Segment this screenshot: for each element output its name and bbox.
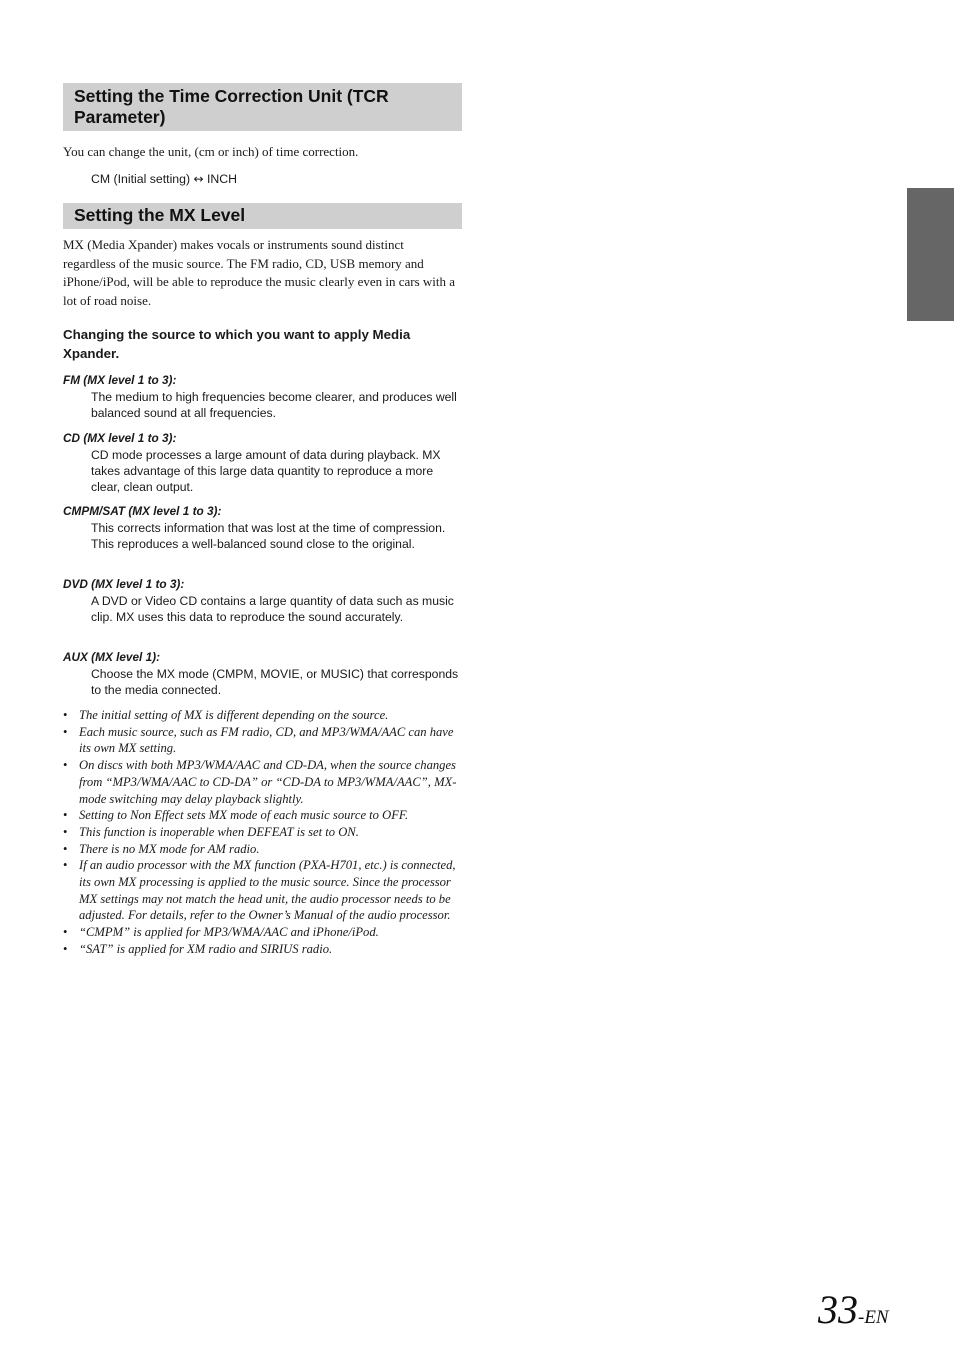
- note-item: [63, 857, 463, 924]
- mx-intro: MX (Media Xpander) makes vocals or instruments sound distinct regardless of the music source. The FM radio, CD, USB memory and iPhone/iPod, will be able to reproduce the music clearly even in cars with a lot of road noise.: [63, 237, 456, 308]
- mx-source-term: CD (MX level 1 to 3):: [63, 431, 177, 445]
- tcr-option-cm: CM (Initial setting): [91, 172, 191, 186]
- mx-source-term: AUX (MX level 1):: [63, 650, 161, 664]
- bullet-icon: •: [63, 724, 68, 739]
- note-item: [63, 841, 463, 858]
- note-item: [63, 724, 463, 757]
- note-text: There is no MX mode for AM radio.: [79, 841, 260, 856]
- section-heading-tcr-text: Setting the Time Correction Unit (TCR Parameter): [74, 86, 389, 127]
- bullet-icon: •: [63, 824, 68, 839]
- note-text: Each music source, such as FM radio, CD, and MP3/WMA/AAC can have its own MX setting.: [79, 724, 454, 756]
- note-item: [63, 924, 463, 941]
- bullet-icon: •: [63, 858, 68, 873]
- tcr-option-line: [91, 171, 461, 187]
- page-number-value: 33: [818, 1287, 858, 1332]
- chapter-side-tab: [907, 188, 954, 321]
- mx-source-desc: CD mode processes a large amount of data during playback. MX takes advantage of this large data quantity to reproduce a more clear, clean output.: [91, 448, 441, 494]
- bullet-icon: •: [63, 708, 68, 722]
- note-text: The initial setting of MX is different depending on the source.: [79, 708, 389, 722]
- note-text: This function is inoperable when DEFEAT is set to ON.: [79, 824, 359, 839]
- note-item: [63, 707, 463, 724]
- mx-source-desc: This corrects information that was lost at the time of compression. This reproduces a well-balanced sound close to the original.: [91, 521, 446, 551]
- bullet-icon: •: [63, 808, 68, 823]
- note-text: “SAT” is applied for XM radio and SIRIUS radio.: [79, 941, 333, 956]
- page-number-suffix: -EN: [858, 1307, 889, 1328]
- mx-source-item-fm: [63, 373, 462, 421]
- mx-source-desc: A DVD or Video CD contains a large quantity of data such as music clip. MX uses this data to reproduce the sound accurately.: [91, 594, 454, 624]
- note-text: If an audio processor with the MX function (PXA-H701, etc.) is connected, its own MX processing is applied to the music source. Since the processor MX settings may not match the head unit, the audio processor needs to be adjusted. For details, refer to the Owner’s Manual of the audio processor.: [79, 858, 456, 923]
- mx-source-item-aux: [63, 650, 462, 698]
- mx-subheading: Changing the source to which you want to apply Media Xpander.: [63, 327, 411, 361]
- mx-source-item-cmpm-sat: [63, 504, 462, 552]
- mx-source-term: CMPM/SAT (MX level 1 to 3):: [63, 504, 222, 518]
- note-item: [63, 757, 463, 807]
- note-item: [63, 941, 463, 958]
- tcr-intro: You can change the unit, (cm or inch) of time correction.: [63, 144, 359, 159]
- note-text: “CMPM” is applied for MP3/WMA/AAC and iPhone/iPod.: [79, 925, 379, 940]
- bullet-icon: •: [63, 941, 68, 956]
- mx-source-term: DVD (MX level 1 to 3):: [63, 577, 185, 591]
- mx-source-desc: Choose the MX mode (CMPM, MOVIE, or MUSIC) that corresponds to the media connected.: [91, 667, 459, 697]
- mx-notes-list: [63, 707, 463, 958]
- note-item: [63, 824, 463, 841]
- tcr-option-inch: INCH: [207, 172, 238, 186]
- bullet-icon: •: [63, 925, 68, 940]
- section-heading-mx-text: Setting the MX Level: [74, 205, 246, 225]
- mx-source-item-dvd: [63, 577, 462, 625]
- mx-source-term: FM (MX level 1 to 3):: [63, 373, 177, 387]
- note-item: [63, 807, 463, 824]
- mx-source-desc: The medium to high frequencies become clearer, and produces well balanced sound at all frequencies.: [91, 390, 457, 420]
- bullet-icon: •: [63, 841, 68, 856]
- mx-source-item-cd: [63, 431, 462, 495]
- note-text: On discs with both MP3/WMA/AAC and CD-DA, when the source changes from “MP3/WMA/AAC to CD-DA” or “CD-DA to MP3/WMA/AAC”, MX-mode switching may delay playback slightly.: [79, 758, 457, 806]
- bullet-icon: •: [63, 758, 68, 773]
- section-heading-mx: [63, 203, 462, 229]
- double-arrow-icon: ↔: [193, 172, 204, 186]
- section-heading-tcr: [63, 83, 462, 131]
- page-number: [818, 1286, 889, 1334]
- note-text: Setting to Non Effect sets MX mode of each music source to OFF.: [79, 808, 409, 823]
